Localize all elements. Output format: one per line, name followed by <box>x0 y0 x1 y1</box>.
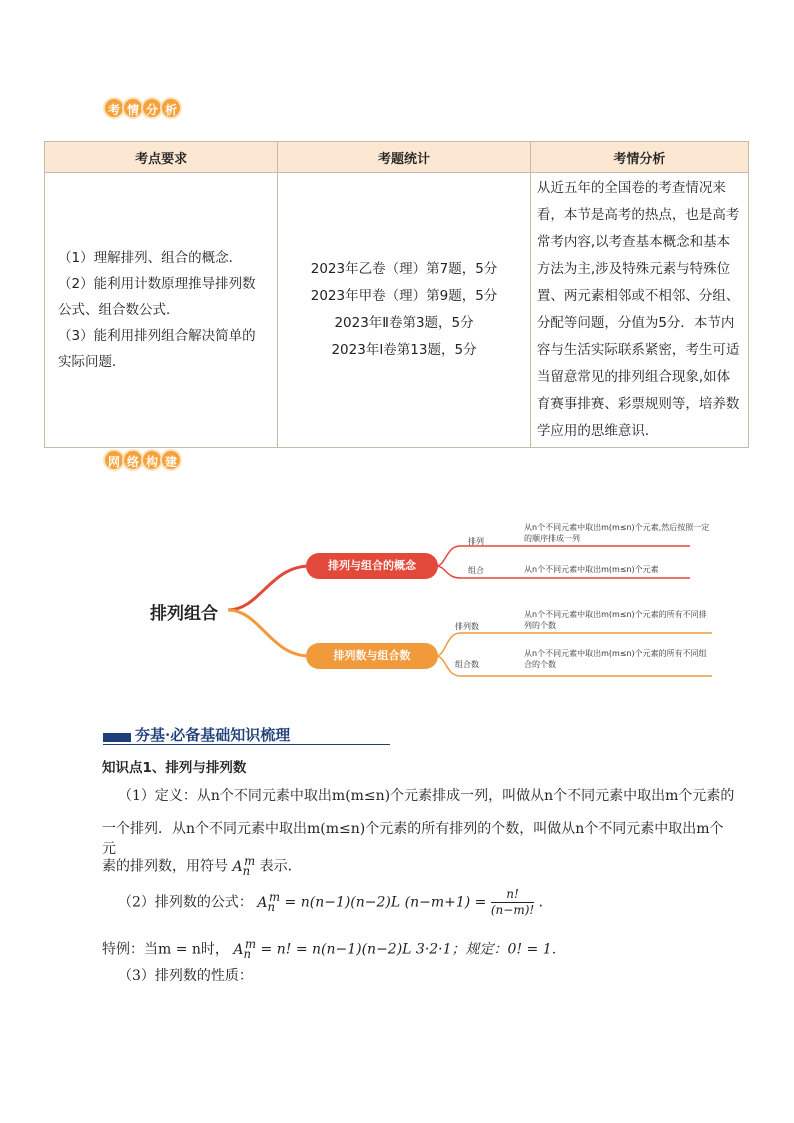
formula-fraction <box>491 887 534 918</box>
badge-char: 分 <box>141 97 163 119</box>
special-case-body: = n! = n(n−1)(n−2)L 3·2·1；规定：0! = 1． <box>260 941 566 958</box>
fraction-denominator: (n−m)! <box>490 903 535 918</box>
mindmap-root: 排列组合 <box>150 604 218 624</box>
badge-char: 构 <box>141 449 163 471</box>
mindmap-leaf-permutation: 排列 <box>468 537 484 546</box>
permutation-symbol: $A_n^m$ <box>257 890 281 914</box>
formula-label: （2）排列数的公式： <box>118 894 253 911</box>
definition-line-3 <box>102 851 732 880</box>
mindmap-leaf-perm-number: 排列数 <box>455 622 479 631</box>
section-underline <box>103 744 390 745</box>
permutation-symbol: $A_n^m$ <box>232 854 256 878</box>
header-analysis: 考情分析 <box>530 142 748 173</box>
badge-char: 建 <box>160 449 182 471</box>
section-header-block <box>103 733 131 742</box>
definition-line-3-end: 表示． <box>259 858 302 875</box>
mindmap-leaf-comb-number: 组合数 <box>455 660 479 669</box>
knowledge-point-title: 知识点1、排列与排列数 <box>102 760 247 776</box>
mindmap-leaf-perm-number-desc: 从n个不同元素中取出m(m≤n)个元素的所有不同排列的个数 <box>524 610 707 630</box>
mindmap-leaf-permutation-desc: 从n个不同元素中取出m(m≤n)个元素,然后按照一定的顺序排成一列 <box>524 523 710 543</box>
statistic-item: 2023年甲卷（理）第9题，5分 <box>310 288 498 304</box>
mindmap-leaf-comb-number-desc: 从n个不同元素中取出m(m≤n)个元素的所有不同组合的个数 <box>524 649 707 669</box>
section-title: 夯基·必备基础知识梳理 <box>135 726 291 744</box>
section-header <box>103 727 390 745</box>
badge-char: 析 <box>160 97 182 119</box>
badge-char: 情 <box>122 97 144 119</box>
badge-char: 络 <box>122 449 144 471</box>
mindmap-branch-concept: 排列与组合的概念 <box>306 553 438 579</box>
badge-char: 网 <box>103 449 125 471</box>
statistic-item: 2023年Ⅱ卷第3题，5分 <box>334 315 474 331</box>
requirement-item: （1）理解排列、组合的概念． <box>58 250 243 266</box>
property-line: （3）排列数的性质： <box>118 968 253 984</box>
statistic-item: 2023年Ⅰ卷第13题，5分 <box>331 342 477 358</box>
definition-line-3-text: 素的排列数，用符号 <box>102 858 228 875</box>
analysis-cell: 从近五年的全国卷的考查情况来看，本节是高考的热点，也是高考常考内容,以考查基本概念和基本方法为主,涉及特殊元素与特殊位置、两元素相邻或不相邻、分组、分配等问题，分值为5分．本节内容与生活实际联系紧密，考生可适当留意常见的排列组合现象,如体育赛事排赛、彩票规则等，培养数学应用的思维意识． <box>530 173 748 448</box>
requirement-item: （2）能利用计数原理推导排列数公式、组合数公式． <box>58 276 256 318</box>
header-statistics: 考题统计 <box>278 142 531 173</box>
formula-period: ． <box>538 894 553 911</box>
mindmap-leaf-combination: 组合 <box>468 566 484 575</box>
definition-line-1: （1）定义：从n个不同元素中取出m(m≤n)个元素排成一列，叫做从n个不同元素中取出m个元素的 <box>118 788 735 804</box>
requirement-item: （3）能利用排列组合解决简单的实际问题． <box>58 328 256 370</box>
formula-line <box>118 887 748 918</box>
formula-body: = n(n−1)(n−2)L (n−m+1) = <box>284 894 487 911</box>
mindmap-leaf-combination-desc: 从n个不同元素中取出m(m≤n)个元素 <box>524 565 659 574</box>
statistic-item: 2023年乙卷（理）第7题，5分 <box>310 261 498 277</box>
special-case-label: 特例：当m = n时， <box>102 941 229 958</box>
header-requirements: 考点要求 <box>45 142 278 173</box>
definition-line-2: 一个排列．从n个不同元素中取出m(m≤n)个元素的所有排列的个数，叫做从n个不同元素中取出m个元 <box>102 821 724 857</box>
mindmap-branch-numbers: 排列数与组合数 <box>306 643 438 669</box>
special-case-line <box>102 934 732 963</box>
badge-char: 考 <box>103 97 125 119</box>
permutation-symbol: $A_n^m$ <box>233 937 257 961</box>
fraction-numerator: n! <box>491 887 534 903</box>
